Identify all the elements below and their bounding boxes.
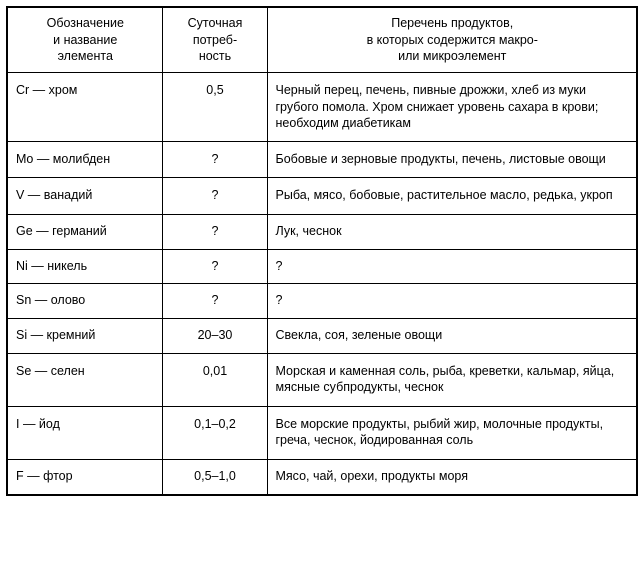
cell-products: Мясо, чай, орехи, продукты моря bbox=[267, 460, 637, 495]
table-header-row bbox=[7, 7, 637, 72]
table-row bbox=[7, 178, 637, 215]
table-row bbox=[7, 353, 637, 406]
cell-products: ? bbox=[267, 284, 637, 319]
nutrient-table bbox=[6, 6, 638, 496]
cell-element-name: Se — селен bbox=[7, 353, 162, 406]
cell-products: ? bbox=[267, 249, 637, 284]
cell-daily-need: 0,1–0,2 bbox=[162, 406, 267, 459]
cell-daily-need: ? bbox=[162, 141, 267, 178]
cell-daily-need: 0,01 bbox=[162, 353, 267, 406]
cell-element-name: Cr — хром bbox=[7, 72, 162, 141]
table-row bbox=[7, 215, 637, 250]
cell-element-name: Si — кремний bbox=[7, 318, 162, 353]
table-row bbox=[7, 284, 637, 319]
cell-products: Свекла, соя, зеленые овощи bbox=[267, 318, 637, 353]
cell-products: Бобовые и зерновые продукты, печень, листовые овощи bbox=[267, 141, 637, 178]
column-header-element-line1: Обозначение bbox=[46, 16, 124, 30]
cell-element-name: V — ванадий bbox=[7, 178, 162, 215]
column-header-products-line1: Перечень продуктов, bbox=[391, 16, 514, 30]
cell-daily-need: ? bbox=[162, 178, 267, 215]
table-header bbox=[7, 7, 637, 72]
cell-element-name: I — йод bbox=[7, 406, 162, 459]
column-header-products-line2: в которых содержится макро- bbox=[366, 32, 538, 47]
cell-daily-need: ? bbox=[162, 249, 267, 284]
table-row bbox=[7, 249, 637, 284]
cell-daily-need: 0,5 bbox=[162, 72, 267, 141]
column-header-products bbox=[267, 7, 637, 72]
cell-products: Морская и каменная соль, рыба, креветки, кальмар, яйца, мясные субпродукты, чеснок bbox=[267, 353, 637, 406]
table-row bbox=[7, 141, 637, 178]
cell-element-name: F — фтор bbox=[7, 460, 162, 495]
cell-products: Все морские продукты, рыбий жир, молочные продукты, греча, чеснок, йодированная соль bbox=[267, 406, 637, 459]
column-header-daily-need-line1: Суточная bbox=[187, 16, 243, 30]
cell-daily-need: ? bbox=[162, 215, 267, 250]
cell-daily-need: ? bbox=[162, 284, 267, 319]
cell-daily-need: 20–30 bbox=[162, 318, 267, 353]
column-header-products-line3: или микроэлемент bbox=[398, 49, 507, 64]
cell-daily-need: 0,5–1,0 bbox=[162, 460, 267, 495]
column-header-element bbox=[7, 7, 162, 72]
column-header-daily-need-line3: ность bbox=[198, 49, 232, 64]
column-header-daily-need bbox=[162, 7, 267, 72]
column-header-element-line2: и название bbox=[53, 32, 118, 47]
column-header-element-line3: элемента bbox=[57, 49, 113, 64]
cell-products: Рыба, мясо, бобовые, растительное масло, редька, укроп bbox=[267, 178, 637, 215]
cell-element-name: Ni — никель bbox=[7, 249, 162, 284]
column-header-daily-need-line2: потреб- bbox=[192, 32, 238, 47]
cell-element-name: Sn — олово bbox=[7, 284, 162, 319]
cell-element-name: Ge — германий bbox=[7, 215, 162, 250]
cell-element-name: Mo — молибден bbox=[7, 141, 162, 178]
table-row bbox=[7, 72, 637, 141]
table-row bbox=[7, 460, 637, 495]
cell-products: Лук, чеснок bbox=[267, 215, 637, 250]
table-row bbox=[7, 318, 637, 353]
table-body bbox=[7, 72, 637, 494]
table-row bbox=[7, 406, 637, 459]
cell-products: Черный перец, печень, пивные дрожжи, хлеб из муки грубого помола. Хром снижает уровень сахара в крови; необходим диабетикам bbox=[267, 72, 637, 141]
